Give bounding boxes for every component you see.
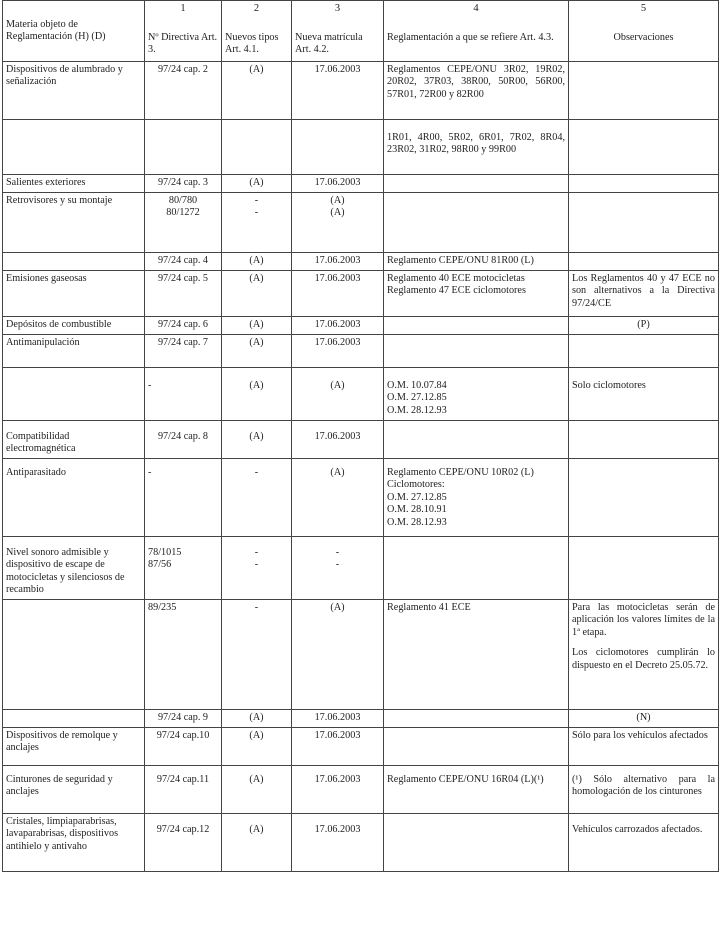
table-row (3, 813, 719, 871)
directiva-cell (145, 120, 222, 175)
nuevos-tipos-cell: (A) (222, 175, 292, 193)
directiva-cell: 97/24 cap.11 (145, 765, 222, 813)
nueva-matricula-cell: (A) (292, 599, 384, 709)
table-row (3, 335, 719, 368)
materia-cell (3, 599, 145, 709)
materia-cell: Cristales, limpiaparabrisas, lavaparabrisas, dispositivos antihielo y antivaho (3, 813, 145, 871)
reglamentacion-cell (384, 317, 569, 335)
nuevos-tipos-cell: - - (222, 537, 292, 600)
directiva-cell: 97/24 cap. 2 (145, 62, 222, 120)
table-row (3, 175, 719, 193)
nuevos-tipos-cell: (A) (222, 368, 292, 421)
header-reglamentacion: 4 Reglamentación a que se refiere Art. 4.3. (384, 1, 569, 62)
nuevos-tipos-cell: (A) (222, 62, 292, 120)
directiva-cell: 97/24 cap.12 (145, 813, 222, 871)
nueva-matricula-cell: (A) (A) (292, 193, 384, 253)
materia-cell: Dispositivos de alumbrado y señalización (3, 62, 145, 120)
header-row (3, 1, 719, 62)
materia-cell: Emisiones gaseosas (3, 271, 145, 317)
nuevos-tipos-cell (222, 120, 292, 175)
directiva-cell: 78/1015 87/56 (145, 537, 222, 600)
directiva-cell: 97/24 cap. 7 (145, 335, 222, 368)
nueva-matricula-cell: 17.06.2003 (292, 335, 384, 368)
observaciones-cell (569, 537, 719, 600)
table-row (3, 765, 719, 813)
materia-cell: Dispositivos de remolque y anclajes (3, 727, 145, 765)
reglamentacion-cell (384, 175, 569, 193)
materia-cell (3, 253, 145, 271)
materia-cell: Depósitos de combustible (3, 317, 145, 335)
reglamentacion-cell: Reglamento 41 ECE (384, 599, 569, 709)
materia-cell: Retrovisores y su montaje (3, 193, 145, 253)
header-directiva: 1 Nº Directiva Art. 3. (145, 1, 222, 62)
reglamentacion-cell (384, 813, 569, 871)
observaciones-cell (569, 253, 719, 271)
nuevos-tipos-cell: (A) (222, 727, 292, 765)
table-row (3, 62, 719, 120)
nueva-matricula-cell: 17.06.2003 (292, 421, 384, 459)
table-row (3, 193, 719, 253)
observaciones-cell: (N) (569, 709, 719, 727)
header-observaciones: 5 Observaciones (569, 1, 719, 62)
nuevos-tipos-cell: (A) (222, 335, 292, 368)
reglamentacion-cell: Reglamento CEPE/ONU 10R02 (L) Ciclomotores: O.M. 27.12.85 O.M. 28.10.91 O.M. 28.12.93 (384, 459, 569, 537)
reglamentacion-cell (384, 335, 569, 368)
materia-cell (3, 368, 145, 421)
header-materia: Materia objeto de Reglamentación (H) (D) (3, 1, 145, 62)
table-row (3, 537, 719, 600)
observaciones-cell: Para las motocicletas serán de aplicación los valores límites de la 1ª etapa. Los ciclomotores cumplirán lo dispuesto en el Decreto 25.05.72. (569, 599, 719, 709)
table-row (3, 709, 719, 727)
directiva-cell: 97/24 cap. 5 (145, 271, 222, 317)
nuevos-tipos-cell: (A) (222, 253, 292, 271)
nueva-matricula-cell: 17.06.2003 (292, 709, 384, 727)
observaciones-cell: Los Reglamentos 40 y 47 ECE no son alternativos a la Directiva 97/24/CE (569, 271, 719, 317)
table-row (3, 459, 719, 537)
nueva-matricula-cell: 17.06.2003 (292, 175, 384, 193)
table-row (3, 421, 719, 459)
directiva-cell: 97/24 cap. 6 (145, 317, 222, 335)
observaciones-cell: Solo ciclomotores (569, 368, 719, 421)
table-row (3, 271, 719, 317)
nuevos-tipos-cell: (A) (222, 709, 292, 727)
nuevos-tipos-cell: (A) (222, 421, 292, 459)
materia-cell: Compatibilidad electromagnética (3, 421, 145, 459)
table-row (3, 317, 719, 335)
directiva-cell: 97/24 cap.10 (145, 727, 222, 765)
nueva-matricula-cell: 17.06.2003 (292, 813, 384, 871)
observaciones-cell (569, 459, 719, 537)
reglamentacion-cell: O.M. 10.07.84 O.M. 27.12.85 O.M. 28.12.93 (384, 368, 569, 421)
directiva-cell: - (145, 368, 222, 421)
observaciones-cell (569, 175, 719, 193)
table-row (3, 120, 719, 175)
reglamentacion-cell: Reglamento CEPE/ONU 81R00 (L) (384, 253, 569, 271)
nueva-matricula-cell: (A) (292, 368, 384, 421)
observaciones-cell: Vehículos carrozados afectados. (569, 813, 719, 871)
observaciones-cell: (¹) Sólo alternativo para la homologación de los cinturones (569, 765, 719, 813)
reglamentacion-cell: 1R01, 4R00, 5R02, 6R01, 7R02, 8R04, 23R02, 31R02, 98R00 y 99R00 (384, 120, 569, 175)
reglamentacion-cell (384, 421, 569, 459)
materia-cell: Nivel sonoro admisible y dispositivo de escape de motocicletas y silenciosos de recambio (3, 537, 145, 600)
directiva-cell: 80/780 80/1272 (145, 193, 222, 253)
nueva-matricula-cell: - - (292, 537, 384, 600)
nueva-matricula-cell: 17.06.2003 (292, 271, 384, 317)
nuevos-tipos-cell: - - (222, 193, 292, 253)
materia-cell: Cinturones de seguridad y anclajes (3, 765, 145, 813)
directiva-cell: 97/24 cap. 9 (145, 709, 222, 727)
nueva-matricula-cell: 17.06.2003 (292, 727, 384, 765)
observaciones-cell (569, 193, 719, 253)
table-row (3, 253, 719, 271)
reglamentacion-cell: Reglamento 40 ECE motocicletas Reglamento 47 ECE ciclomotores (384, 271, 569, 317)
materia-cell: Antimanipulación (3, 335, 145, 368)
materia-cell (3, 120, 145, 175)
directiva-cell: 97/24 cap. 4 (145, 253, 222, 271)
nueva-matricula-cell: 17.06.2003 (292, 62, 384, 120)
observaciones-cell (569, 62, 719, 120)
nueva-matricula-cell: 17.06.2003 (292, 253, 384, 271)
reglamentacion-cell (384, 537, 569, 600)
reglamentacion-cell (384, 727, 569, 765)
header-nueva-matricula: 3 Nueva matrícula Art. 4.2. (292, 1, 384, 62)
header-nuevos-tipos: 2 Nuevos tipos Art. 4.1. (222, 1, 292, 62)
table-row (3, 368, 719, 421)
observaciones-cell: (P) (569, 317, 719, 335)
observaciones-cell (569, 421, 719, 459)
directiva-cell: 97/24 cap. 3 (145, 175, 222, 193)
reglamentacion-cell: Reglamento CEPE/ONU 16R04 (L)(¹) (384, 765, 569, 813)
materia-cell: Salientes exteriores (3, 175, 145, 193)
observaciones-cell: Sólo para los vehículos afectados (569, 727, 719, 765)
nueva-matricula-cell: (A) (292, 459, 384, 537)
observaciones-cell (569, 335, 719, 368)
regulation-table (2, 0, 719, 872)
reglamentacion-cell (384, 709, 569, 727)
materia-cell (3, 709, 145, 727)
nuevos-tipos-cell: (A) (222, 317, 292, 335)
nueva-matricula-cell: 17.06.2003 (292, 765, 384, 813)
table-row (3, 727, 719, 765)
nuevos-tipos-cell: (A) (222, 271, 292, 317)
nueva-matricula-cell: 17.06.2003 (292, 317, 384, 335)
directiva-cell: 97/24 cap. 8 (145, 421, 222, 459)
observaciones-cell (569, 120, 719, 175)
nuevos-tipos-cell: - (222, 599, 292, 709)
reglamentacion-cell: Reglamentos CEPE/ONU 3R02, 19R02, 20R02, 37R03, 38R00, 50R00, 56R00, 57R01, 72R00 y 82R00 (384, 62, 569, 120)
nuevos-tipos-cell: (A) (222, 765, 292, 813)
materia-cell: Antiparasitado (3, 459, 145, 537)
nueva-matricula-cell (292, 120, 384, 175)
nuevos-tipos-cell: (A) (222, 813, 292, 871)
nuevos-tipos-cell: - (222, 459, 292, 537)
table-row (3, 599, 719, 709)
reglamentacion-cell (384, 193, 569, 253)
directiva-cell: - (145, 459, 222, 537)
directiva-cell: 89/235 (145, 599, 222, 709)
